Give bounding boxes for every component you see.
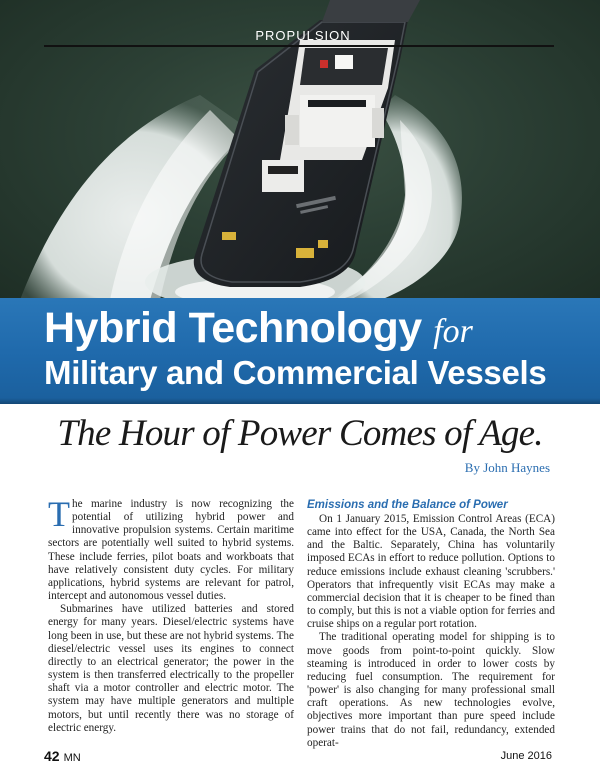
paragraph: Submarines have utilized batteries and stored energy for many years. Diesel/electric systems have long been in use, but these are not hybrid systems. The diesel/electric vessel uses its engines to connect directly to an electrical generator; the power in the system is then transferred electrically to the propeller shaft via a motor controller and electric motor. The system may have multiple generators and multiple motors, but until recently there was no storage of electric energy. — [48, 603, 294, 734]
paragraph: The traditional operating model for shipping is to move goods from point-to-point quickly. Slow steaming is introduced in order to lower costs by reducing fuel consumption. The requirement for 'power' is also changing for many professional small craft operations. As new technologies evolve, objectives more important than pure speed include power trains that do not fail, redundancy, extended operat- — [307, 631, 555, 749]
page-number: 42 — [44, 748, 60, 764]
subtitle: The Hour of Power Comes of Age. — [57, 413, 543, 454]
issue-date: June 2016 — [500, 750, 552, 762]
section-heading: Emissions and the Balance of Power — [307, 499, 508, 511]
headline-connector: for — [433, 313, 473, 350]
headline-line-1 — [44, 304, 473, 353]
magazine-name: MN — [63, 752, 81, 764]
page-folio — [44, 748, 81, 764]
byline: By John Haynes — [464, 460, 550, 475]
article-column-left — [48, 494, 294, 735]
section-label: PROPULSION — [255, 28, 351, 43]
paragraph-text: he marine industry is now recognizing the potential of utilizing hybrid power and innovative propulsion systems. Certain maritime sectors are potentially well suited to hybrid systems. These include ferries, pilot boats and workboats that have relatively consistent duty cycles. For military applications, hybrid systems are relevant for patrol, intercept and autonomous vessel duties. — [48, 498, 294, 603]
headline-main: Hybrid Technology — [44, 304, 422, 352]
article-column-right — [307, 498, 555, 750]
title-band — [0, 298, 600, 404]
section-rule — [44, 45, 554, 47]
headline-line-2: Military and Commercial Vessels — [44, 354, 547, 391]
paragraph: On 1 January 2015, Emission Control Areas (ECA) came into effect for the USA, Canada, the North Sea and the Baltic. Separately, China has voluntarily imposed ECAs in effort to reduce pollution. Options to reduce emissions include exhaust cleaning 'scrubbers.' Operators that infrequently visit ECAs may make a commercial decision that it is cheaper to be fined than to comply, but this is not a viable option for ferries and cruise ships on a regular port rotation. — [307, 513, 555, 631]
paragraph — [48, 494, 294, 603]
hero-photo — [0, 0, 600, 300]
drop-cap: T — [48, 494, 70, 534]
